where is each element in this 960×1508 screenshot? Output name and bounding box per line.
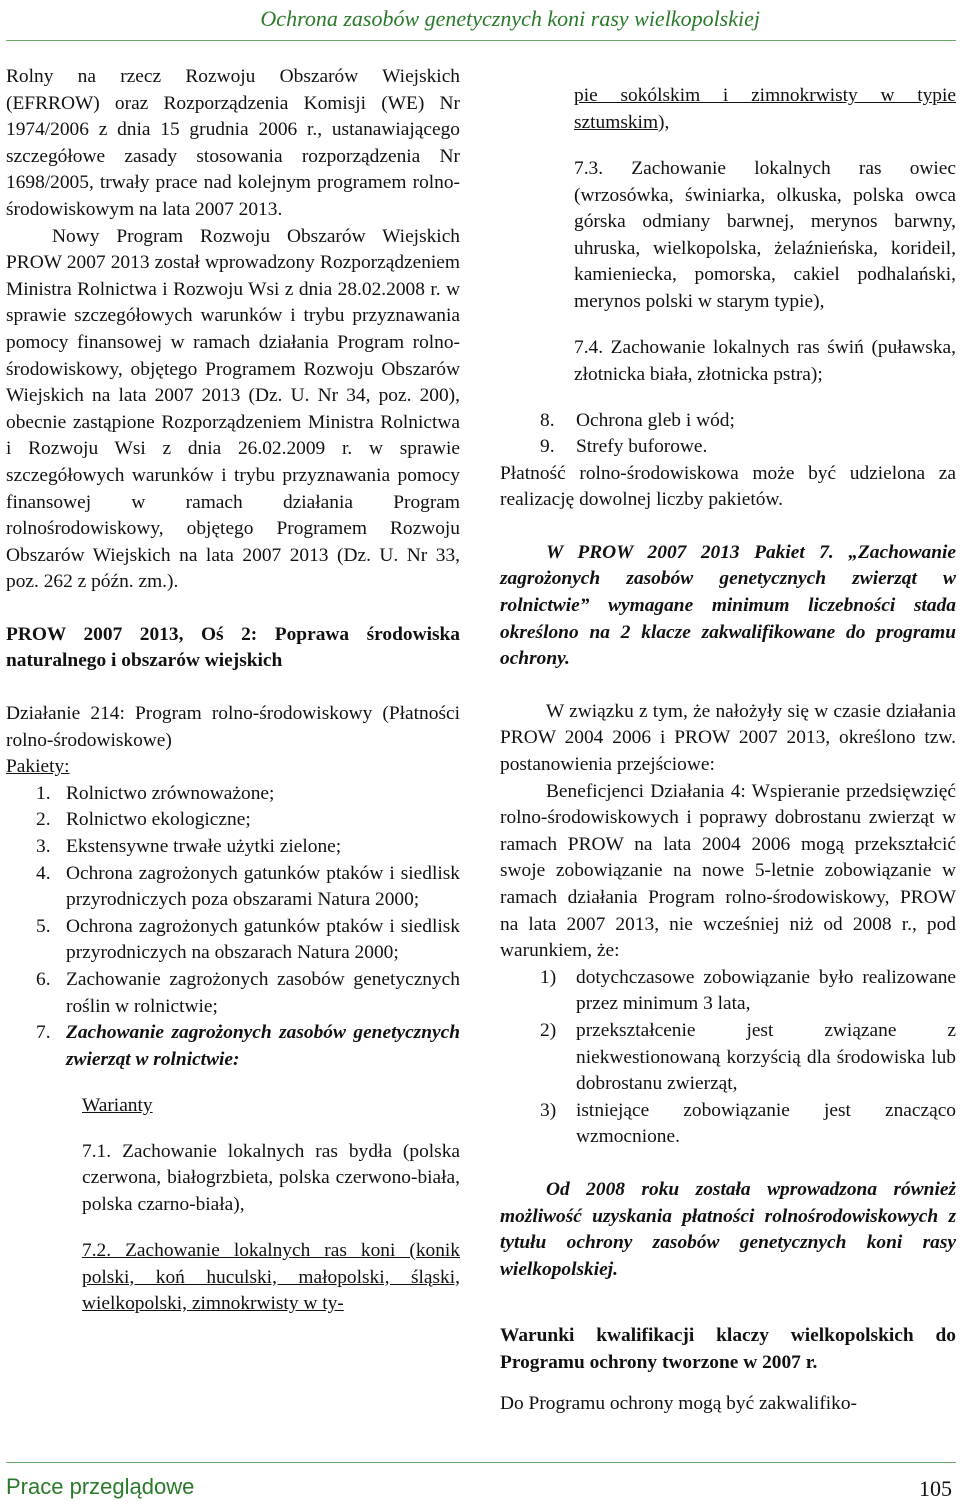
list-item: 7. Zachowanie zagrożonych zasobów genetycznych zwierząt w rolnictwie:: [36, 1022, 460, 1070]
list-item: 1) dotychczasowe zobowiązanie było realizowane przez minimum 3 lata,: [540, 966, 956, 1015]
right-column: [500, 64, 956, 1417]
list-item: 8. Ochrona gleb i wód;: [540, 409, 735, 431]
list-item: 9. Strefy buforowe.: [540, 436, 708, 458]
header-rule: [6, 40, 956, 41]
variant-7-2-continued: pie sokólskim i zimnokrwisty w typie sztumskim),: [574, 85, 956, 133]
page-number: 105: [919, 1476, 952, 1501]
paragraph-last: Do Programu ochrony mogą być zakwalifiko-: [500, 1392, 858, 1414]
action-214: Działanie 214: Program rolno-środowiskowy (Płatności rolno-środowiskowe): [6, 703, 460, 751]
footer-section-label: Prace przeglądowe: [6, 1474, 195, 1499]
list-item: 3) istniejące zobowiązanie jest znacząco wzmocnione.: [540, 1099, 956, 1148]
variant-7-1: 7.1. Zachowanie lokalnych ras bydła (polska czerwona, białogrzbieta, polska czerwono-biała, polska czarno-biała),: [82, 1140, 460, 1215]
packages-list: [6, 781, 460, 1074]
paragraph-efrrow: Rolny na rzecz Rozwoju Obszarów Wiejskich (EFRROW) oraz Rozporządzenia Komisji (WE) Nr 1974/2006 z dnia 15 grudnia 2006 r., ustanawiającego szczegółowe zasady stosowania rozporządzenia Nr 1698/2005, trwały prace nad kolejnym programem rolno-środowiskowym na lata 2007 2013.: [6, 66, 460, 220]
running-header: Ochrona zasobów genetycznych koni rasy wielkopolskiej: [260, 6, 760, 31]
paragraph-beneficiaries: Beneficjenci Działania 4: Wspieranie przedsięwzięć rolno-środowiskowych i poprawy dobrostanu zwierząt w ramach PROW na lata 2004 2006 mogą przekształcić swoje zobowiązanie na nowe 5-letnie zobowiązanie w ramach działania Program rolno-środowiskowy, PROW na lata 2007 2013, nie wcześniej niż od 2008 r., pod warunkiem, że:: [500, 780, 956, 962]
variant-7-2: 7.2. Zachowanie lokalnych ras koni (konik polski, koń huculski, małopolski, śląski, wielkopolski, zimnokrwisty w ty-: [82, 1239, 460, 1315]
list-item: 1. Rolnictwo zrównoważone;: [36, 782, 275, 804]
paragraph-since-2008: Od 2008 roku została wprowadzona również możliwość uzyskania płatności rolnośrodowiskowych z tytułu ochrony zasobów genetycznych koni rasy wielkopolskiej.: [500, 1178, 956, 1280]
paragraph-pakiet-7: W PROW 2007 2013 Pakiet 7. „Zachowanie zagrożonych zasobów genetycznych zwierząt w rolnictwie” wymagane minimum liczebności stada określono na 2 klacze zakwalifikowane do programu ochrony.: [500, 541, 956, 670]
variant-7-3: 7.3. Zachowanie lokalnych ras owiec (wrzosówka, świniarka, olkuska, polska owca górska odmiany barwnej, merynos barwny, uhruska, wielkopolska, żelaźnieńska, korideil, kamieniecka, pomorska, cakiel podhalański, merynos polski w starym typie),: [574, 157, 956, 312]
footer-rule: [6, 1462, 956, 1463]
list-item: 6. Zachowanie zagrożonych zasobów genetycznych roślin w rolnictwie;: [36, 969, 460, 1017]
list-item: 3. Ekstensywne trwałe użytki zielone;: [36, 836, 342, 858]
packages-label: Pakiety:: [6, 756, 70, 778]
variants-label: Warianty: [82, 1094, 153, 1116]
left-column: [6, 64, 460, 1337]
section-heading-qualification: Warunki kwalifikacji klaczy wielkopolskich do Programu ochrony tworzone w 2007 r.: [500, 1325, 956, 1373]
conditions-list: [500, 965, 956, 1151]
list-item: 2. Rolnictwo ekologiczne;: [36, 809, 251, 831]
paragraph-new-program: Nowy Program Rozwoju Obszarów Wiejskich PROW 2007 2013 został wprowadzony Rozporządzeniem Ministra Rolnictwa i Rozwoju Wsi z dnia 28.02.2008 r. w sprawie szczegółowych warunków i trybu przyznawania pomocy finansowej w ramach działania Program rolno-środowiskowy, objętego Programem Rozwoju Obszarów Wiejskich na lata 2007 2013 (Dz. U. Nr 34, poz. 200), obecnie zastąpione Rozporządzeniem Ministra Rolnictwa i Rozwoju Wsi z dnia 26.02.2009 r. w sprawie szczegółowych warunków i trybu przyznawania pomocy finansowej w ramach działania Program rolnośrodowiskowy, objętego Programem Rozwoju Obszarów Wiejskich na lata 2007 2013 (Dz. U. Nr 33, poz. 262 z późn. zm.).: [6, 225, 460, 593]
section-heading-prow: PROW 2007 2013, Oś 2: Poprawa środowiska naturalnego i obszarów wiejskich: [6, 623, 460, 672]
list-item: 4. Ochrona zagrożonych gatunków ptaków i siedlisk przyrodniczych poza obszarami Natura 2000;: [36, 862, 460, 911]
list-item: 5. Ochrona zagrożonych gatunków ptaków i siedlisk przyrodniczych na obszarach Natura 2000;: [36, 915, 460, 964]
paragraph-transition: W związku z tym, że nałożyły się w czasie działania PROW 2004 2006 i PROW 2007 2013, określono tzw. postanowienia przejściowe:: [500, 700, 956, 776]
paragraph-payment: Płatność rolno-środowiskowa może być udzielona za realizację dowolnej liczby pakietów.: [500, 462, 956, 511]
variant-7-4: 7.4. Zachowanie lokalnych ras świń (puławska, złotnicka biała, złotnicka pstra);: [574, 336, 956, 385]
list-item: 2) przekształcenie jest związane z niekwestionowaną korzyścią dla środowiska lub dobrostanu zwierząt,: [540, 1019, 956, 1095]
